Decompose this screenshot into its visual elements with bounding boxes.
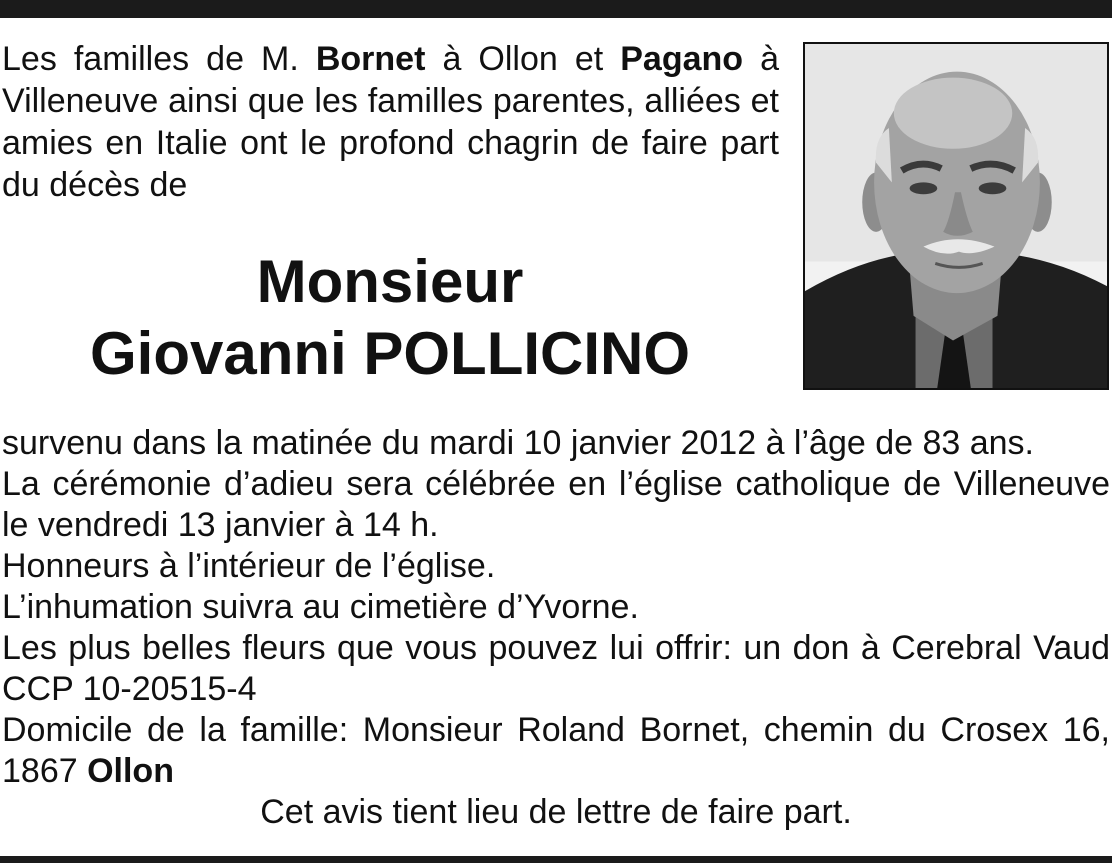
announcement-body: [2, 423, 1110, 833]
donation-line: Les plus belles fleurs que vous pouvez lui offrir: un don à Cerebral Vaud CCP 10-20515-4: [2, 629, 1110, 708]
portrait-photo-icon: [805, 44, 1107, 388]
deceased-name: Giovanni POLLICINO: [89, 320, 691, 387]
family-town: Ollon: [87, 752, 174, 790]
deceased-title: Monsieur: [256, 248, 524, 315]
burial-line: L’inhumation suivra au cimetière d’Yvorne.: [2, 588, 639, 626]
bottom-rule: [0, 856, 1112, 863]
intro-text-mid: à Ollon et: [425, 40, 621, 78]
intro-text-end: à Villeneuve ainsi que les familles parentes, alliées et amies en Italie ont le profond chagrin de faire part du décès de: [2, 40, 780, 204]
family-name-bornet: Bornet: [315, 40, 426, 78]
deceased-name-block: [0, 246, 780, 390]
family-name-pagano: Pagano: [620, 40, 744, 78]
closing-note: Cet avis tient lieu de lettre de faire part.: [260, 793, 852, 831]
intro-paragraph: [2, 38, 779, 206]
deceased-portrait: [803, 42, 1109, 390]
top-rule: [0, 0, 1112, 18]
family-address-text: Domicile de la famille: Monsieur Roland Bornet, chemin du Crosex 16, 1867: [2, 711, 1110, 790]
honours-line: Honneurs à l’intérieur de l’église.: [2, 547, 496, 585]
death-date-line: survenu dans la matinée du mardi 10 janvier 2012 à l’âge de 83 ans.: [2, 424, 1035, 462]
intro-text-start: Les familles de M.: [2, 40, 316, 78]
family-address-line: [2, 710, 1110, 792]
ceremony-line: La cérémonie d’adieu sera célébrée en l’église catholique de Villeneuve le vendredi 13 janvier à 14 h.: [2, 465, 1110, 544]
